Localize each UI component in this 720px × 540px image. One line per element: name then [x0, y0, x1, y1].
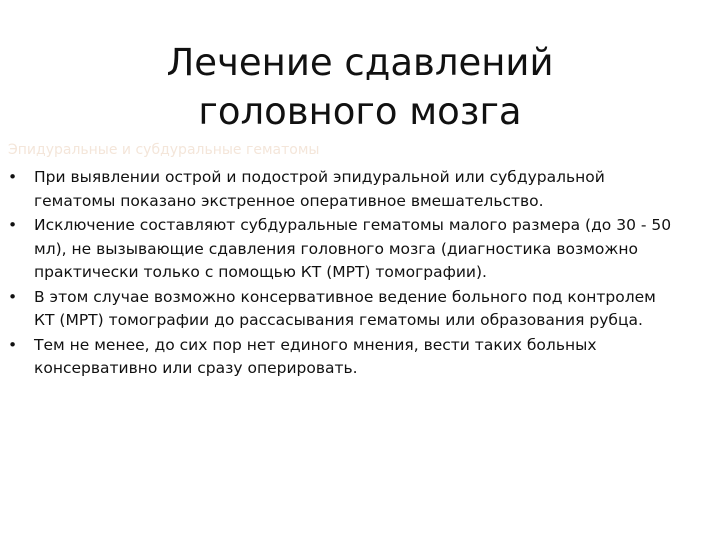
bullet-item [8, 166, 698, 213]
bullet-text-line: Исключение составляют субдуральные гематомы малого размера (до 30 - 50 [34, 216, 672, 234]
slide-title-line-1: Лечение сдавлений [166, 41, 554, 84]
bullet-text-line: мл), не вызывающие сдавления головного мозга (диагностика возможно [34, 239, 638, 258]
bullet-dot-icon: • [8, 335, 18, 354]
bullet-dot-icon: • [8, 216, 18, 234]
bullet-text-line: практически только с помощью КТ (МРТ) томографии). [34, 263, 487, 281]
bullet-item [8, 214, 698, 285]
bullet-text-line: консервативно или сразу оперировать. [34, 359, 358, 377]
bullet-text-line: гематомы показано экстренное оперативное вмешательство. [34, 191, 544, 210]
bullet-item [8, 286, 698, 333]
bullet-text-line: При выявлении острой и подострой эпидуральной или субдуральной [34, 168, 605, 186]
bullet-item [8, 334, 698, 381]
bullet-text-line: КТ (МРТ) томографии до рассасывания гематомы или образования рубца. [34, 311, 643, 329]
bullet-text-line: Тем не менее, до сих пор нет единого мнения, вести таких больных [34, 335, 597, 354]
bullet-dot-icon: • [8, 287, 18, 306]
bullet-list [8, 166, 698, 382]
bullet-text-line: В этом случае возможно консервативное ведение больного под контролем [34, 287, 656, 306]
bullet-dot-icon: • [8, 168, 18, 186]
slide-title-line-2: головного мозга [198, 90, 522, 133]
slide-subtitle: Эпидуральные и субдуральные гематомы [8, 142, 320, 158]
slide-title [150, 38, 570, 136]
